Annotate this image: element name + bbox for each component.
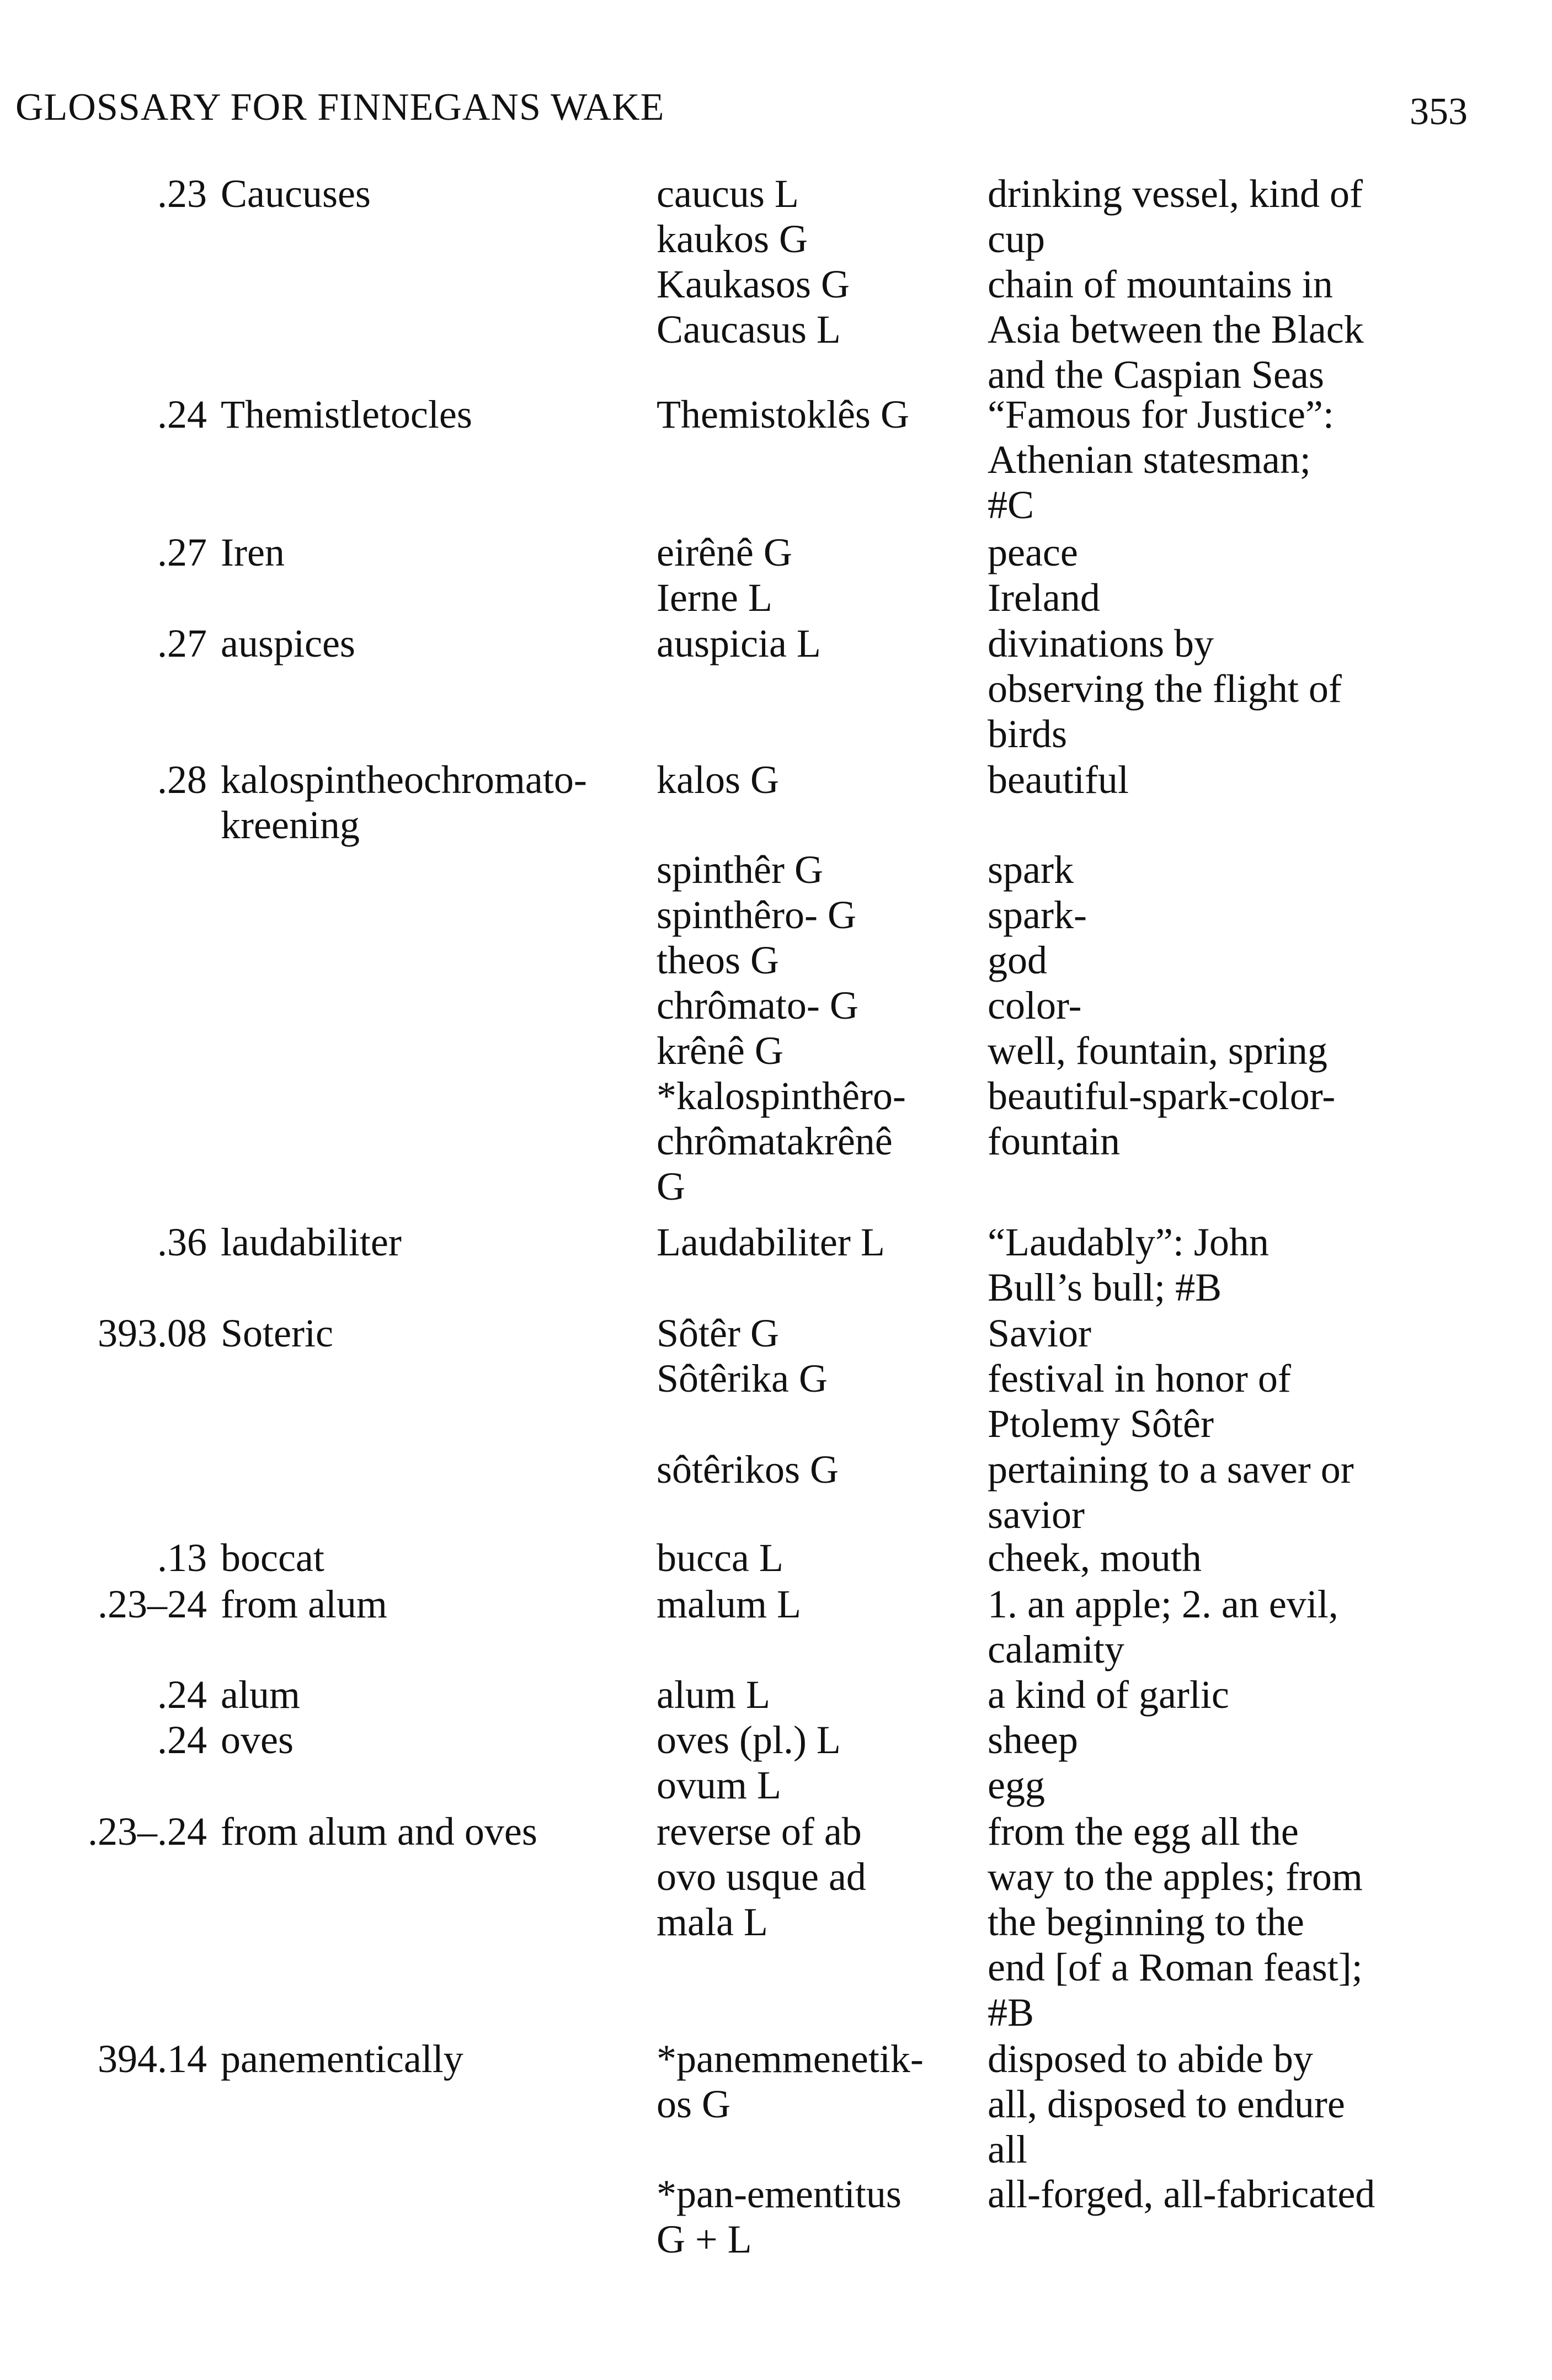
entry-term-line: alum: [221, 1673, 300, 1717]
entry-source-line: sôtêrikos G: [657, 1447, 839, 1492]
entry-gloss-line: Ptolemy Sôtêr: [988, 1402, 1214, 1446]
entry-gloss-column: [988, 1717, 1078, 1808]
entry-gloss-column: [988, 757, 1129, 802]
entry-src-column: [657, 530, 792, 620]
entry-gloss-line: the beginning to the: [988, 1900, 1304, 1944]
entry-reference: .28: [157, 758, 207, 802]
entry-source-line: oves (pl.) L: [657, 1718, 841, 1762]
entry-src-column: [657, 1535, 783, 1580]
entry-reference: 393.08: [98, 1311, 207, 1355]
entry-gloss-line: cheek, mouth: [988, 1536, 1202, 1580]
entry-source-line: kaukos G: [657, 217, 808, 261]
entry-term-column: [221, 1535, 324, 1580]
entry-gloss-line: way to the apples; from: [988, 1855, 1363, 1899]
entry-gloss-line: “Laudably”: John: [988, 1220, 1269, 1264]
entry-gloss-line: all-forged, all-fabricated: [988, 2172, 1375, 2216]
entry-gloss-line: and the Caspian Seas: [988, 353, 1324, 397]
entry-src-column: [657, 621, 821, 666]
entry-term-column: [221, 1582, 387, 1627]
entry-term-line: Soteric: [221, 1311, 333, 1355]
entry-source-line: malum L: [657, 1582, 801, 1626]
entry-term-line: Themistletocles: [221, 392, 472, 436]
entry-reference: .13: [157, 1536, 207, 1580]
entry-term-line: oves: [221, 1718, 294, 1762]
entry-term-column: [221, 171, 371, 216]
entry-reference: .27: [157, 530, 207, 574]
entry-gloss-line: festival in honor of: [988, 1356, 1291, 1401]
entry-gloss-line: from the egg all the: [988, 1809, 1299, 1854]
entry-gloss-line: egg: [988, 1763, 1045, 1807]
running-head: GLOSSARY FOR FINNEGANS WAKE: [15, 86, 665, 129]
entry-term-line: Iren: [221, 530, 285, 574]
entry-term-line: panementically: [221, 2037, 463, 2081]
entry-gloss-line: color-: [988, 983, 1082, 1027]
entry-gloss-column: [988, 1672, 1229, 1717]
entry-source-line: G: [657, 1164, 685, 1208]
entry-source-line: bucca L: [657, 1536, 783, 1580]
entry-source-line: Laudabiliter L: [657, 1220, 885, 1264]
entry-gloss-column: [988, 1447, 1354, 1537]
entry-gloss-line: fountain: [988, 1119, 1120, 1163]
entry-src-column: [657, 1582, 801, 1627]
entry-src-column: [657, 1447, 839, 1492]
entry-gloss-line: well, fountain, spring: [988, 1029, 1327, 1073]
entry-source-line: *pan-ementitus: [657, 2172, 902, 2216]
entry-gloss-line: god: [988, 938, 1047, 982]
entry-gloss-line: cup: [988, 217, 1045, 261]
entry-term-column: [221, 530, 285, 575]
entry-src-column: [657, 1809, 866, 1945]
entry-source-line: os G: [657, 2082, 731, 2126]
entry-reference: .24: [157, 392, 207, 436]
entry-term-column: [221, 1672, 300, 1717]
entry-src-column: [657, 2036, 924, 2127]
entry-term-line: from alum and oves: [221, 1809, 537, 1854]
entry-reference: .36: [157, 1220, 207, 1264]
entry-gloss-line: Ireland: [988, 576, 1100, 620]
entry-src-column: [657, 1220, 885, 1265]
entry-term-line: boccat: [221, 1536, 324, 1580]
entry-gloss-column: [988, 1582, 1338, 1672]
entry-src-column: [657, 757, 779, 802]
entry-gloss-column: [988, 847, 1335, 1164]
entry-gloss-line: Athenian statesman;: [988, 438, 1311, 482]
entry-source-line: alum L: [657, 1673, 770, 1717]
entry-term-line: auspices: [221, 621, 355, 665]
entry-term-column: [221, 2036, 463, 2081]
entry-gloss-line: #B: [988, 1990, 1034, 2035]
entry-term-column: [221, 621, 355, 666]
entry-reference: .23–.24: [88, 1809, 207, 1854]
entry-gloss-line: beautiful-spark-color-: [988, 1074, 1336, 1118]
entry-source-line: ovo usque ad: [657, 1855, 866, 1899]
entry-source-line: Kaukasos G: [657, 262, 850, 306]
entry-reference: .23: [157, 172, 207, 216]
entry-source-line: eirênê G: [657, 530, 792, 574]
entry-src-column: [657, 1717, 841, 1808]
entry-term-column: [221, 1311, 333, 1356]
entry-gloss-line: savior: [988, 1493, 1085, 1537]
entry-src-column: [657, 847, 906, 1209]
entry-term-line: kalospintheochromato-: [221, 758, 587, 802]
entry-gloss-line: Savior: [988, 1311, 1091, 1355]
entry-source-line: *panemmenetik-: [657, 2037, 924, 2081]
entry-term-line: laudabiliter: [221, 1220, 402, 1264]
entry-gloss-line: spark-: [988, 893, 1087, 937]
entry-term-column: [221, 1220, 402, 1265]
entry-gloss-line: sheep: [988, 1718, 1078, 1762]
entry-source-line: Sôtêrika G: [657, 1356, 828, 1401]
entry-gloss-line: chain of mountains in: [988, 262, 1333, 306]
entry-term-line: kreening: [221, 803, 360, 847]
entry-source-line: reverse of ab: [657, 1809, 862, 1854]
entry-gloss-line: #C: [988, 483, 1034, 527]
entry-reference: .27: [157, 621, 207, 665]
entry-source-line: G + L: [657, 2217, 752, 2261]
entry-gloss-column: [988, 2036, 1345, 2172]
entry-gloss-line: “Famous for Justice”:: [988, 392, 1334, 436]
entry-gloss-line: divinations by: [988, 621, 1214, 665]
page-number: 353: [1410, 90, 1468, 133]
entry-gloss-column: [988, 621, 1342, 757]
entry-source-line: kalos G: [657, 758, 779, 802]
entry-source-line: theos G: [657, 938, 779, 982]
entry-src-column: [657, 2171, 902, 2262]
entry-gloss-column: [988, 392, 1334, 528]
entry-src-column: [657, 392, 909, 437]
entry-term-line: Caucuses: [221, 172, 371, 216]
entry-src-column: [657, 1311, 828, 1401]
entry-source-line: spinthêr G: [657, 848, 823, 892]
entry-gloss-line: calamity: [988, 1627, 1124, 1671]
entry-gloss-line: end [of a Roman feast];: [988, 1945, 1363, 1989]
entry-gloss-line: pertaining to a saver or: [988, 1447, 1354, 1492]
entry-gloss-column: [988, 1809, 1363, 2035]
entry-gloss-column: [988, 530, 1100, 620]
entry-gloss-line: Bull’s bull; #B: [988, 1265, 1222, 1309]
entry-gloss-line: Asia between the Black: [988, 307, 1364, 352]
entry-source-line: chrômatakrênê: [657, 1119, 893, 1163]
entry-source-line: Sôtêr G: [657, 1311, 779, 1355]
entry-gloss-column: [988, 1535, 1202, 1580]
entry-gloss-line: drinking vessel, kind of: [988, 172, 1363, 216]
entry-reference: 394.14: [98, 2037, 207, 2081]
entry-term-line: from alum: [221, 1582, 387, 1626]
entry-reference: .23–24: [98, 1582, 207, 1626]
entry-source-line: spinthêro- G: [657, 893, 856, 937]
entry-term-column: [221, 757, 587, 848]
entry-term-column: [221, 1809, 537, 1854]
entry-gloss-column: [988, 2171, 1375, 2217]
entry-source-line: chrômato- G: [657, 983, 858, 1027]
entry-gloss-line: peace: [988, 530, 1078, 574]
entry-src-column: [657, 171, 850, 352]
entry-gloss-column: [988, 1220, 1269, 1310]
entry-gloss-line: disposed to abide by: [988, 2037, 1313, 2081]
entry-reference: .24: [157, 1673, 207, 1717]
entry-term-column: [221, 1717, 294, 1763]
entry-source-line: *kalospinthêro-: [657, 1074, 906, 1118]
entry-source-line: caucus L: [657, 172, 799, 216]
entry-gloss-line: birds: [988, 712, 1067, 756]
entry-gloss-line: all: [988, 2127, 1027, 2171]
entry-source-line: Caucasus L: [657, 307, 841, 352]
entry-gloss-line: a kind of garlic: [988, 1673, 1229, 1717]
entry-gloss-line: all, disposed to endure: [988, 2082, 1345, 2126]
entry-src-column: [657, 1672, 770, 1717]
entry-source-line: Themistoklês G: [657, 392, 909, 436]
entry-source-line: mala L: [657, 1900, 768, 1944]
entry-source-line: auspicia L: [657, 621, 821, 665]
entry-gloss-column: [988, 1311, 1291, 1446]
entry-source-line: Ierne L: [657, 576, 772, 620]
entry-gloss-line: spark: [988, 848, 1074, 892]
entry-gloss-line: observing the flight of: [988, 667, 1342, 711]
entry-term-column: [221, 392, 472, 437]
entry-source-line: krênê G: [657, 1029, 783, 1073]
entry-reference: .24: [157, 1718, 207, 1762]
entry-gloss-column: [988, 171, 1364, 397]
entry-gloss-line: 1. an apple; 2. an evil,: [988, 1582, 1338, 1626]
entry-gloss-line: beautiful: [988, 758, 1129, 802]
entry-source-line: ovum L: [657, 1763, 781, 1807]
